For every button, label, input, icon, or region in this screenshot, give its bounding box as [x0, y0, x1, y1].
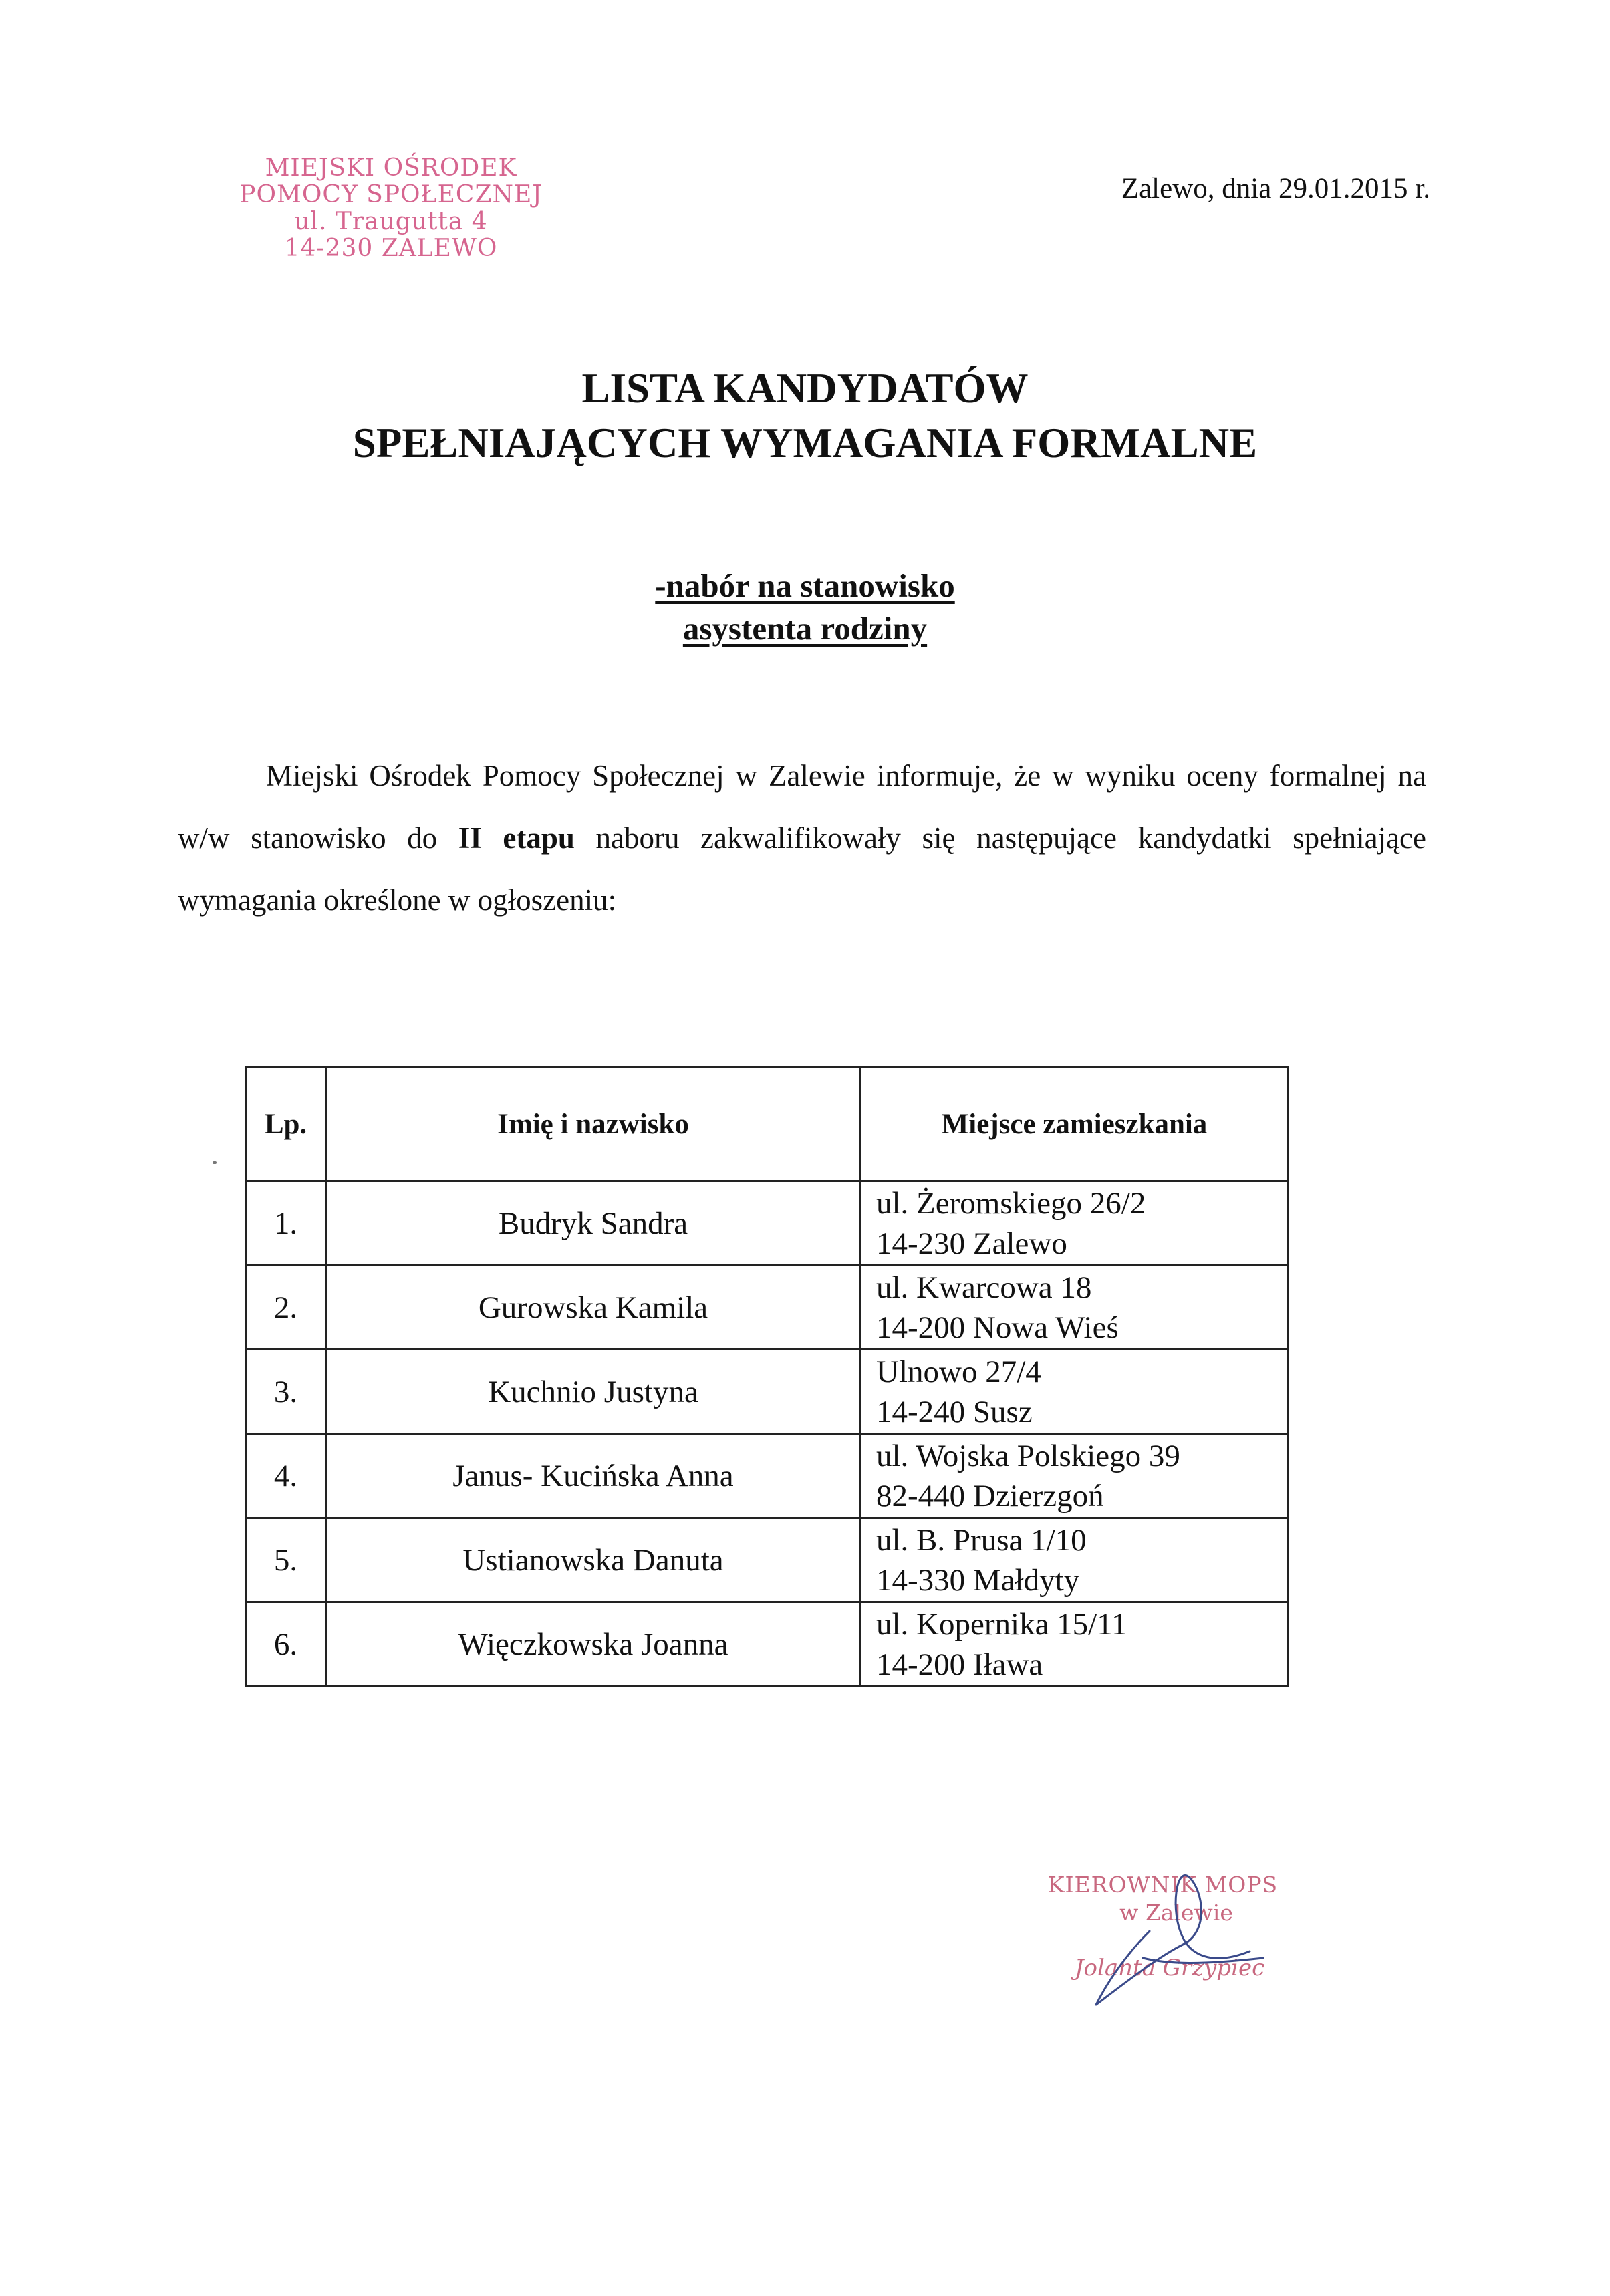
row-number: 3. — [246, 1350, 326, 1434]
stamp-line: KIEROWNIK MOPS — [1047, 1872, 1279, 1898]
address-line: 14-200 Nowa Wieś — [876, 1310, 1119, 1345]
candidate-address — [861, 1602, 1289, 1687]
title-line: LISTA KANDYDATÓW — [581, 365, 1029, 412]
letterhead-stamp — [200, 155, 581, 262]
candidate-name: Więczkowska Joanna — [326, 1602, 861, 1687]
candidates-table — [245, 1066, 1289, 1687]
address-line: 82-440 Dzierzgoń — [876, 1478, 1104, 1514]
address-line: 14-330 Małdyty — [876, 1562, 1080, 1598]
candidate-name: Janus- Kucińska Anna — [326, 1434, 861, 1518]
address-line: Ulnowo 27/4 — [876, 1354, 1041, 1389]
stamp-line: w Zalewie — [1119, 1900, 1233, 1926]
intro-text: Miejski Ośrodek Pomocy Społecznej w Zalewie informuje, że w wyniku oceny formalnej na w/w stanowisko do — [178, 759, 1426, 855]
row-number: 5. — [246, 1518, 326, 1602]
row-number: 6. — [246, 1602, 326, 1687]
letterhead-line: MIEJSKI OŚRODEK — [265, 154, 517, 182]
document-subtitle — [0, 565, 1610, 650]
candidate-name: Ustianowska Danuta — [326, 1518, 861, 1602]
candidate-name: Kuchnio Justyna — [326, 1350, 861, 1434]
intro-text: naboru zakwalifikowały się następujące kandydatki spełniające wymagania określone w ogłoszeniu: — [178, 821, 1426, 917]
signature-stroke — [1096, 1875, 1263, 2005]
stamp-line: Jolanta Grzypiec — [1074, 1955, 1265, 1981]
table-row — [246, 1518, 1289, 1602]
place-date: Zalewo, dnia 29.01.2015 r. — [1121, 173, 1430, 204]
candidate-name: Gurowska Kamila — [326, 1266, 861, 1350]
address-line: ul. Kwarcowa 18 — [876, 1270, 1092, 1305]
candidate-address — [861, 1266, 1289, 1350]
row-number: 1. — [246, 1181, 326, 1266]
table-row — [246, 1350, 1289, 1434]
table-row — [246, 1266, 1289, 1350]
column-header-address: Miejsce zamieszkania — [861, 1067, 1289, 1181]
intro-paragraph — [178, 745, 1426, 931]
column-header-name: Imię i nazwisko — [326, 1067, 861, 1181]
scan-speck — [213, 1161, 217, 1164]
table-row — [246, 1434, 1289, 1518]
document-title — [0, 361, 1610, 470]
candidate-address — [861, 1518, 1289, 1602]
title-line: SPEŁNIAJĄCYCH WYMAGANIA FORMALNE — [352, 420, 1258, 466]
table-header-row — [246, 1067, 1289, 1181]
table-row — [246, 1602, 1289, 1687]
address-line: 14-200 Iława — [876, 1646, 1043, 1682]
address-line: 14-240 Susz — [876, 1394, 1033, 1429]
candidate-address — [861, 1181, 1289, 1266]
subtitle-line: -nabór na stanowisko — [655, 567, 955, 604]
subtitle-line: asystenta rodziny — [682, 610, 928, 647]
row-number: 2. — [246, 1266, 326, 1350]
row-number: 4. — [246, 1434, 326, 1518]
address-line: ul. Żeromskiego 26/2 — [876, 1185, 1146, 1221]
candidate-name: Budryk Sandra — [326, 1181, 861, 1266]
letterhead-line: ul. Traugutta 4 — [294, 208, 488, 235]
intro-bold-text: II etapu — [458, 821, 575, 855]
letterhead-line: POMOCY SPOŁECZNEJ — [239, 181, 543, 208]
candidate-address — [861, 1434, 1289, 1518]
address-line: ul. Wojska Polskiego 39 — [876, 1438, 1180, 1473]
candidate-address — [861, 1350, 1289, 1434]
address-line: ul. B. Prusa 1/10 — [876, 1522, 1087, 1558]
handwritten-signature — [1049, 1851, 1290, 2025]
address-line: ul. Kopernika 15/11 — [876, 1606, 1127, 1642]
address-line: 14-230 Zalewo — [876, 1226, 1067, 1261]
column-header-lp: Lp. — [246, 1067, 326, 1181]
table-row — [246, 1181, 1289, 1266]
letterhead-line: 14-230 ZALEWO — [284, 235, 498, 262]
